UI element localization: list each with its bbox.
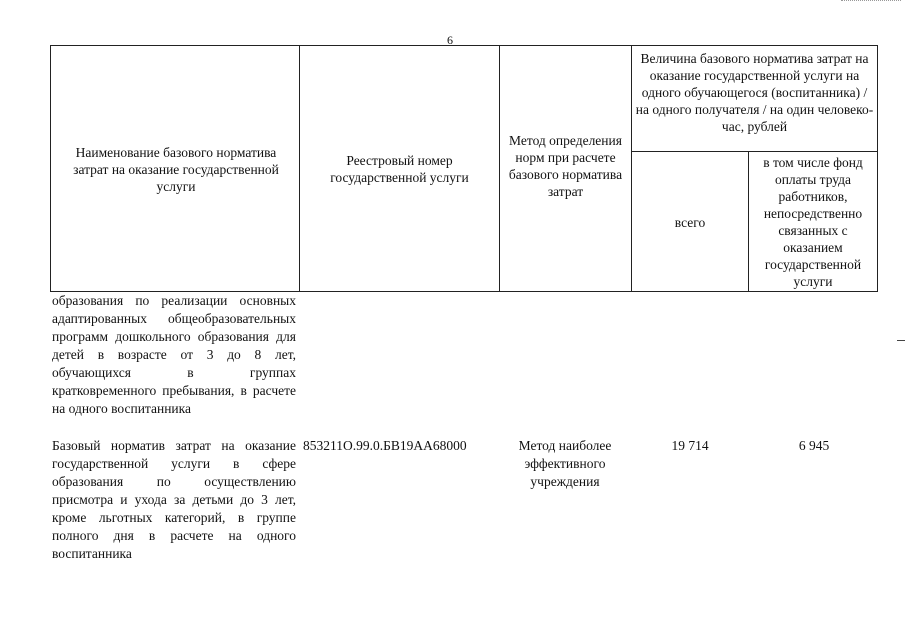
- header-method: Метод определения норм при расчете базового норматива затрат: [508, 133, 623, 199]
- edge-scan-mark: [897, 340, 905, 341]
- row-2-method: Метод наиболее эффективного учреждения: [518, 438, 612, 489]
- page-number: 6: [447, 33, 453, 47]
- row-2-registry: 853211О.99.0.БВ19АА68000: [303, 438, 467, 453]
- header-registry: Реестровый номер государственной услуги: [330, 153, 469, 185]
- header-value-group: Величина базового норматива затрат на оказание государственной услуги на одного обучающегося (воспитанника) / на одного получателя / на один человеко-час, рублей: [635, 51, 874, 134]
- row-2-wage: 6 945: [798, 438, 830, 453]
- header-total: всего: [674, 214, 706, 230]
- corner-scan-mark: [841, 0, 901, 3]
- row-1-name: образования по реализации основных адаптированных общеобразовательных программ дошкольного образования для детей в возрасте от 3 до 8 лет, обучающихся в группах кратковременного пребывания, в расчете на одного воспитанника: [52, 293, 296, 416]
- table-header: [50, 45, 878, 292]
- header-name: Наименование базового норматива затрат на оказание государственной услуги: [73, 144, 279, 194]
- row-2-total: 19 714: [671, 438, 709, 453]
- row-2-name: Базовый норматив затрат на оказание государственной услуги в сфере образования по осуществлению присмотра и ухода за детьми до 3 лет, кроме льготных категорий, в группе полного дня в расчете на одного воспитанника: [52, 438, 296, 561]
- header-wage: в том числе фонд оплаты труда работников, непосредственно связанных с оказанием государственной услуги: [763, 155, 863, 289]
